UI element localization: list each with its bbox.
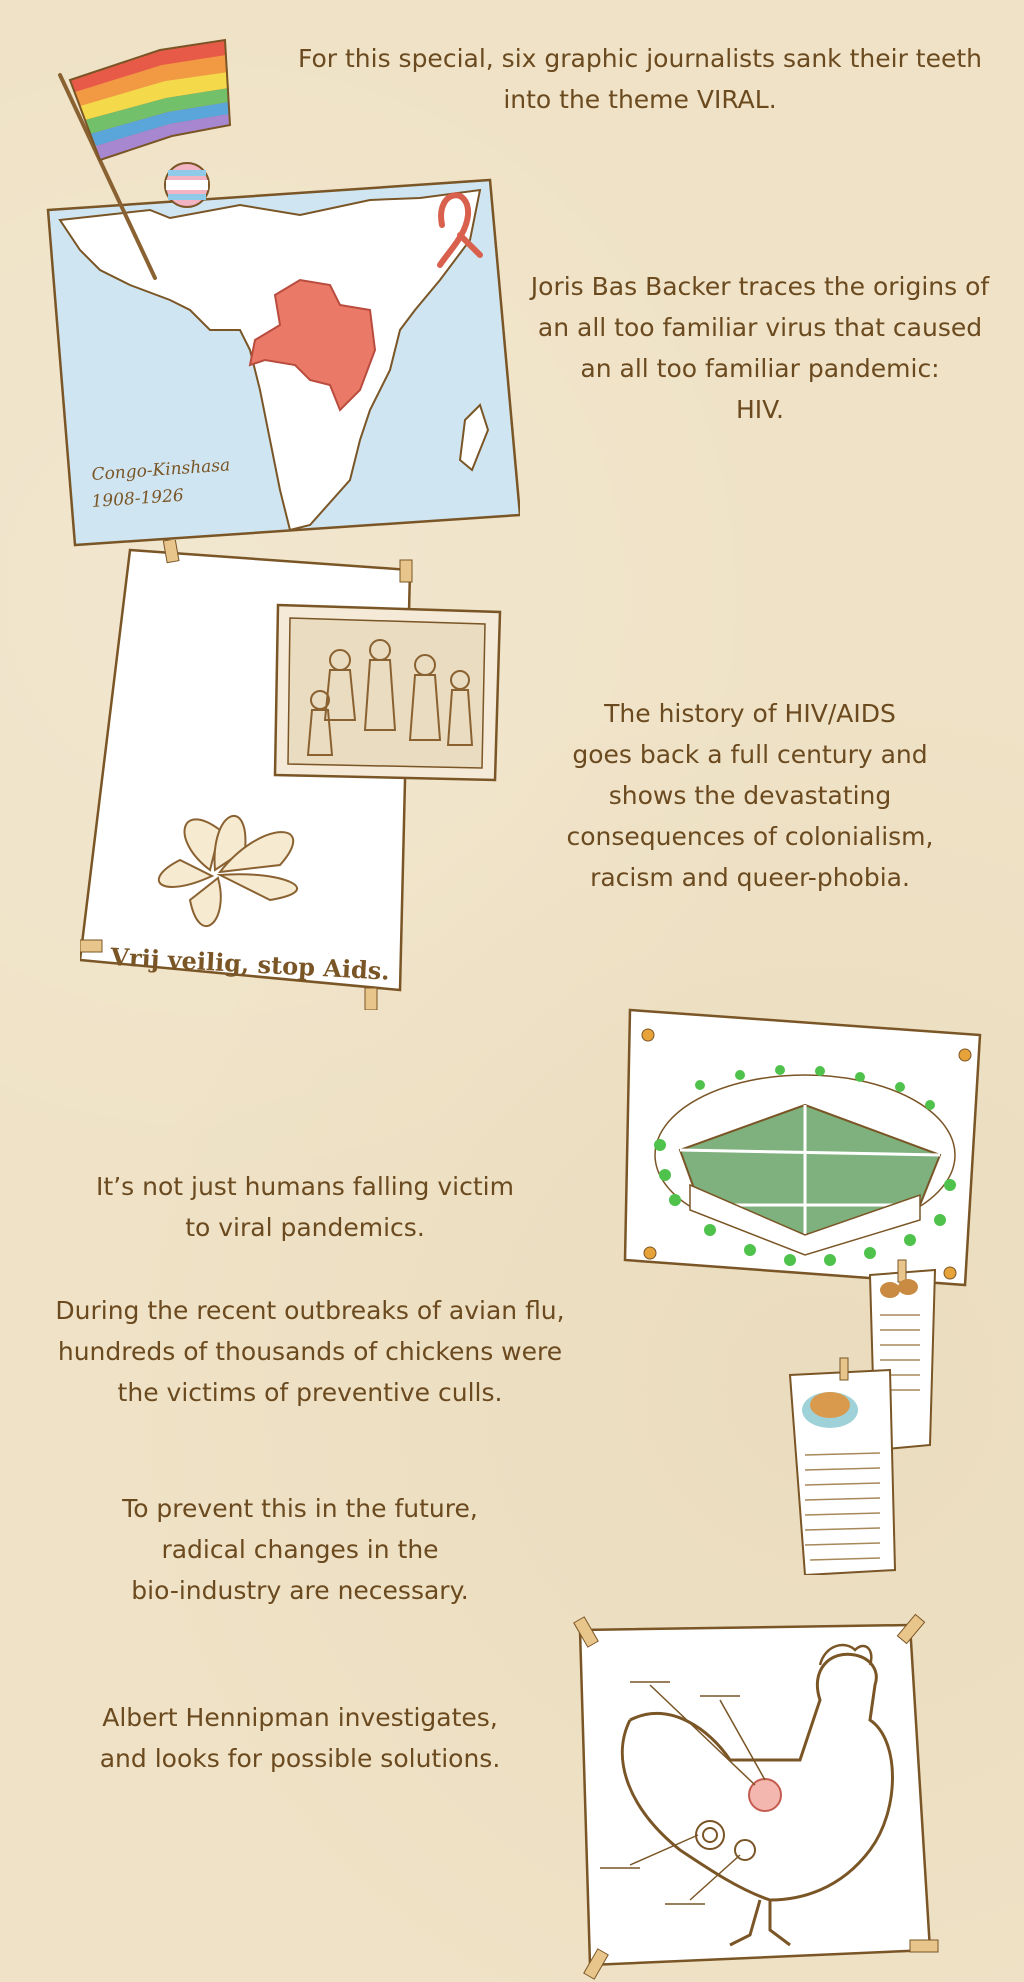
albert-text: Albert Hennipman investigates, and looks for possible solutions.	[99, 1703, 501, 1773]
joris-text: Joris Bas Backer traces the origins of an all too familiar virus that caused an all too familiar pandemic: HIV.	[530, 272, 990, 424]
map-caption-line1: Congo-Kinshasa	[90, 455, 231, 485]
africa-map-illustration	[40, 10, 520, 550]
history-text: The history of HIV/AIDS goes back a full century and shows the devastating consequences of colonialism, racism and queer-phobia.	[566, 699, 934, 892]
rainbow-flag-icon	[70, 40, 230, 160]
poultry-farm-illustration	[620, 1005, 990, 1295]
poster-slogan: Vrij veilig, stop Aids.	[109, 942, 391, 986]
map-caption-line2: 1908-1926	[90, 485, 185, 512]
historic-photo	[275, 605, 500, 780]
recipe-cards-illustration	[780, 1255, 940, 1575]
intro-text: For this special, six graphic journalists sank their teeth into the theme VIRAL.	[297, 44, 983, 114]
chicken-anatomy-illustration	[570, 1610, 950, 1980]
not-just-humans-text: It’s not just humans falling victim to viral pandemics.	[96, 1172, 514, 1242]
avian-flu-text: During the recent outbreaks of avian flu, hundreds of thousands of chickens were the victims of preventive culls.	[55, 1296, 565, 1407]
trans-pride-pin-icon	[165, 163, 209, 207]
prevent-text: To prevent this in the future, radical changes in the bio-industry are necessary.	[122, 1494, 478, 1605]
aids-poster-illustration	[80, 540, 520, 1010]
